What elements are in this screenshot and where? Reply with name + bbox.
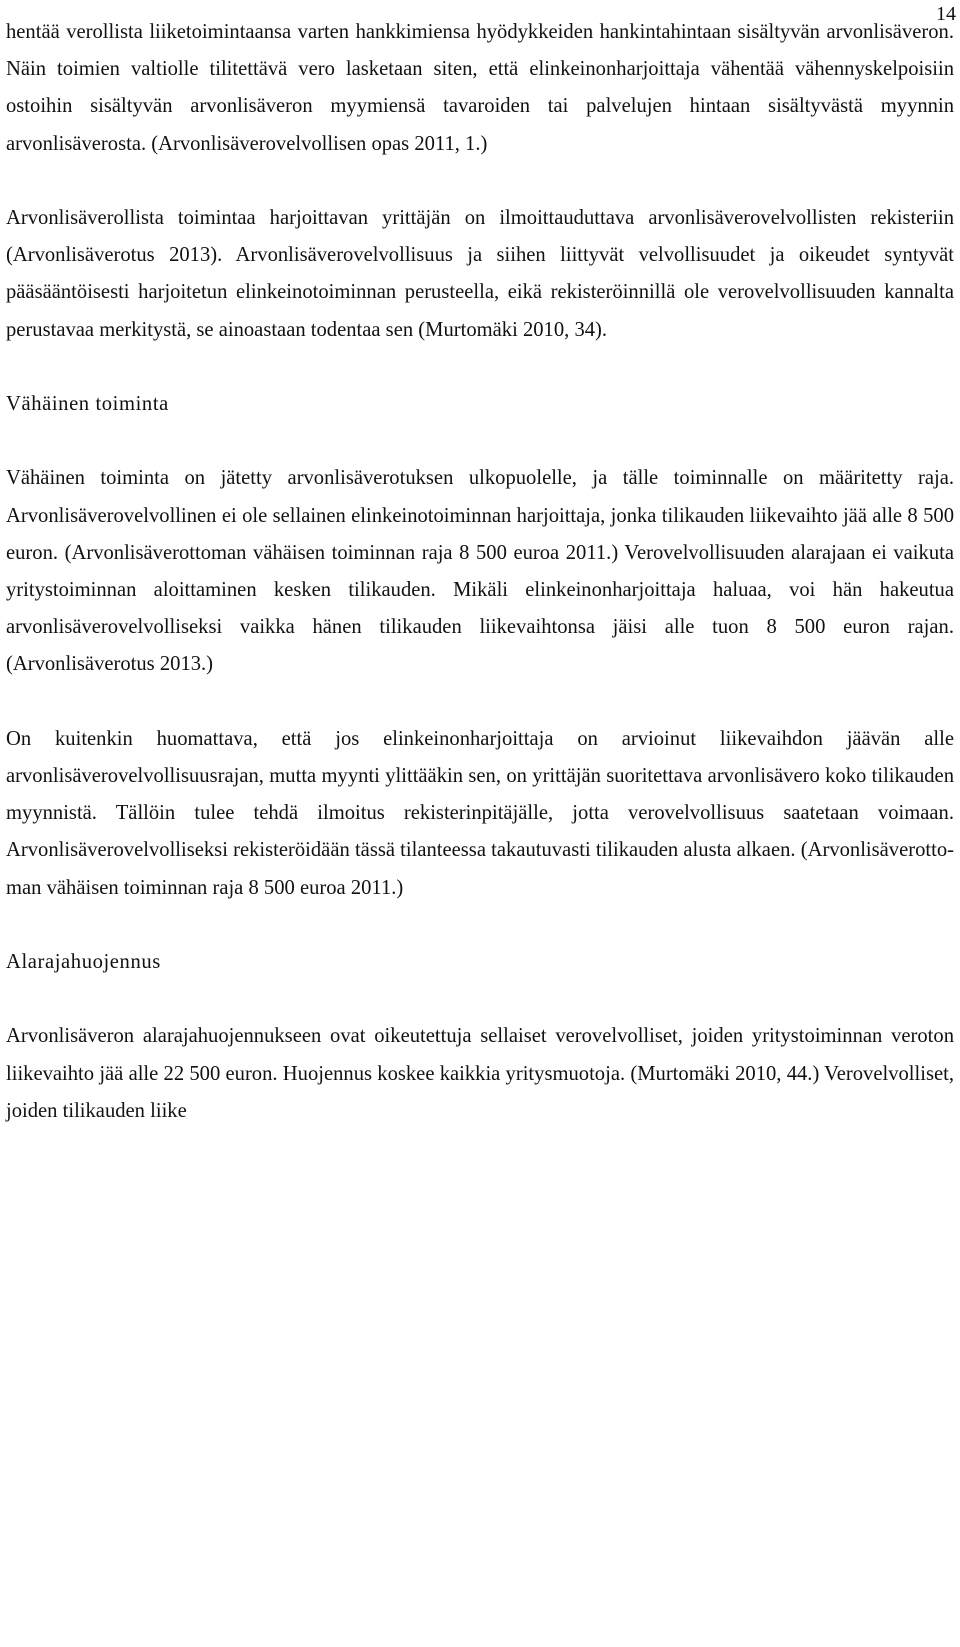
document-body [6,14,954,1130]
paragraph-minor-activity-limit: Vähäinen toiminta on jätetty arvonlisäverotuksen ulkopuolelle, ja tälle toiminnalle on määritetty raja. Arvonlisäverovelvollinen ei ole sellainen elinkeinotoiminnan harjoittaja, jonka tilikauden liikevaihto jää alle 8 500 euron. (Arvonlisäverottoman vähäisen toiminnan raja 8 500 euroa 2011.) Verovelvollisuuden alarajaan ei vaikuta yritystoiminnan aloittaminen kesken tilikauden. Mikäli elinkeinonharjoittaja haluaa, voi hän hakeutua arvonlisäverovelvolliseksi vaikka hänen tilikauden liikevaihtonsa jäisi alle tuon 8 500 euron rajan. (Arvonlisäverotus 2013.) [6,467,954,676]
heading-alarajahuojennus: Alarajahuojennus [6,951,161,973]
heading-vahainen-toiminta: Vähäinen toiminta [6,393,169,415]
paragraph-lower-limit-relief: Arvonlisäveron alarajahuojennukseen ovat oikeutettuja sellaiset verovelvolliset, joiden yritystoiminnan veroton liikevaihto jää alle 22 500 euron. Huojennus koskee kaikkia yritysmuotoja. (Murtomäki 2010, 44.) Verovelvolliset, joiden tilikauden liike [6,1025,954,1122]
paragraph-vat-registration: Arvonlisäverollista toimintaa harjoittavan yrittäjän on ilmoittauduttava arvonlisäverovelvollisten rekisteriin (Arvonlisäverotus 2013). Arvonlisäverovelvollisuus ja siihen liittyvät velvollisuudet ja oikeudet syntyvät pääsääntöisesti harjoitetun elinkeinotoiminnan perusteella, eikä rekisteröinnillä ole verovelvollisuuden kannalta perustavaa merkitystä, se ainoastaan todentaa sen (Murtomäki 2010, 34). [6,207,954,341]
page-number: 14 [936,3,956,25]
paragraph-vat-deduction: hentää verollista liiketoimintaansa varten hankkimiensa hyödykkeiden hankintahintaan sisältyvän arvonlisäveron. Näin toimien valtiolle tilitettävä vero lasketaan siten, että elinkeinonharjoittaja vähentää vähennyskelpoisiin ostoihin sisältyvän arvonlisäveron myymiensä tavaroiden tai palvelujen hintaan sisältyvästä myynnin arvonlisäverosta. (Arvonlisäverovelvollisen opas 2011, 1.) [6,21,954,155]
paragraph-exceeding-limit: On kuitenkin huomattava, että jos elinkeinonharjoittaja on arvioinut liikevaihdon jäävän alle arvonlisäverovelvollisuusrajan, mutta myynti ylittääkin sen, on yrittäjän suoritettava arvonlisävero koko tilikauden myynnistä. Tällöin tulee tehdä ilmoitus rekisterinpitäjälle, jotta verovelvollisuus saatetaan voimaan. Arvonlisäverovelvolliseksi rekisteröidään tässä tilanteessa takautuvasti tilikauden alusta alkaen. (Arvonlisäverottoman vähäisen toiminnan raja 8 500 euroa 2011.) [6,727,954,899]
